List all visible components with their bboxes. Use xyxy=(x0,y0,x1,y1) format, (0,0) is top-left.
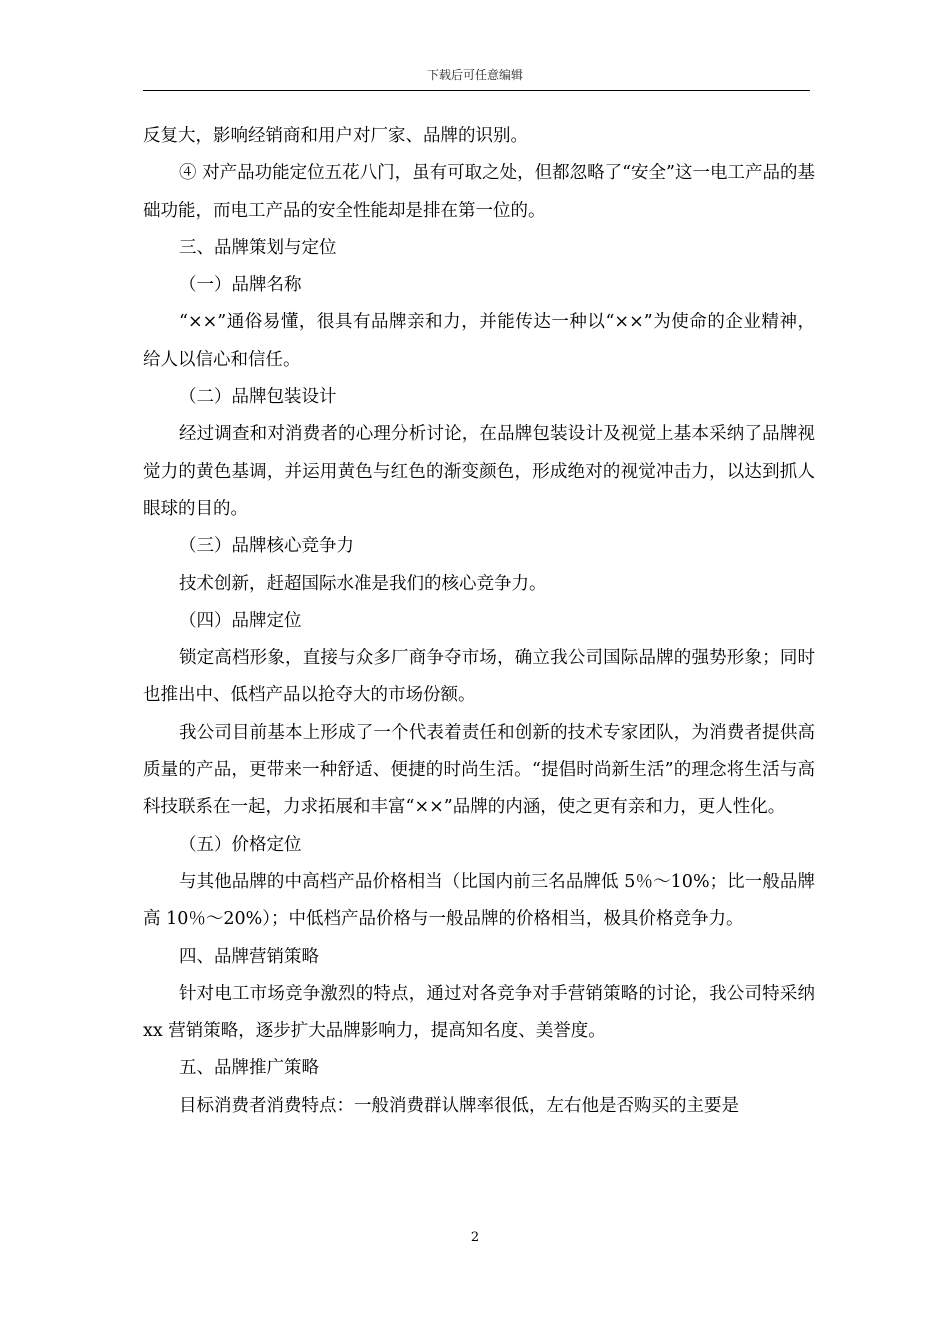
section-heading: 五、品牌推广策略 xyxy=(179,1058,319,1079)
subsection-heading: （四）品牌定位 xyxy=(179,610,302,631)
subsection-heading: （五）价格定位 xyxy=(179,834,302,855)
paragraph: 目标消费者消费特点：一般消费群认牌率很低，左右他是否购买的主要是 xyxy=(179,1095,739,1116)
paragraph: 我公司目前基本上形成了一个代表着责任和创新的技术专家团队，为消费者提供高质量的产品，更带来一种舒适、便捷的时尚生活。“提倡时尚新生活”的理念将生活与高科技联系在一起，力求拓展和丰富“××”品牌的内涵，使之更有亲和力，更人性化。 xyxy=(143,722,815,818)
paragraph: 技术创新，赶超国际水准是我们的核心竞争力。 xyxy=(179,573,547,594)
section-heading: 三、品牌策划与定位 xyxy=(179,237,337,258)
page-header: 下载后可任意编辑 xyxy=(426,68,523,82)
page-number: 2 xyxy=(470,1230,480,1245)
paragraph: 经过调查和对消费者的心理分析讨论，在品牌包装设计及视觉上基本采纳了品牌视觉力的黄色基调，并运用黄色与红色的渐变颜色，形成绝对的视觉冲击力，以达到抓人眼球的目的。 xyxy=(143,424,815,519)
subsection-heading: （一）品牌名称 xyxy=(179,275,302,296)
paragraph: 与其他品牌的中高档产品价格相当（比国内前三名品牌低 5％～10%；比一般品牌高 10％～20%）；中低档产品价格与一般品牌的价格相当，极具价格竞争力。 xyxy=(143,871,815,930)
subsection-heading: （二）品牌包装设计 xyxy=(179,387,337,408)
paragraph: ④ 对产品功能定位五花八门，虽有可取之处，但都忽略了“安全”这一电工产品的基础功能，而电工产品的安全性能却是排在第一位的。 xyxy=(143,163,815,221)
paragraph: 锁定高档形象，直接与众多厂商争夺市场，确立我公司国际品牌的强势形象；同时也推出中、低档产品以抢夺大的市场份额。 xyxy=(143,648,815,706)
header-divider xyxy=(143,90,810,91)
paragraph: 反复大，影响经销商和用户对厂家、品牌的识别。 xyxy=(143,126,528,146)
section-heading: 四、品牌营销策略 xyxy=(179,946,319,967)
paragraph: “××”通俗易懂，很具有品牌亲和力，并能传达一种以“××”为使命的企业精神，给人以信心和信任。 xyxy=(143,312,815,370)
document-body xyxy=(143,118,815,1125)
subsection-heading: （三）品牌核心竞争力 xyxy=(179,536,354,557)
paragraph: 针对电工市场竞争激烈的特点，通过对各竞争对手营销策略的讨论，我公司特采纳 xx 营销策略，逐步扩大品牌影响力，提高知名度、美誉度。 xyxy=(143,983,815,1042)
